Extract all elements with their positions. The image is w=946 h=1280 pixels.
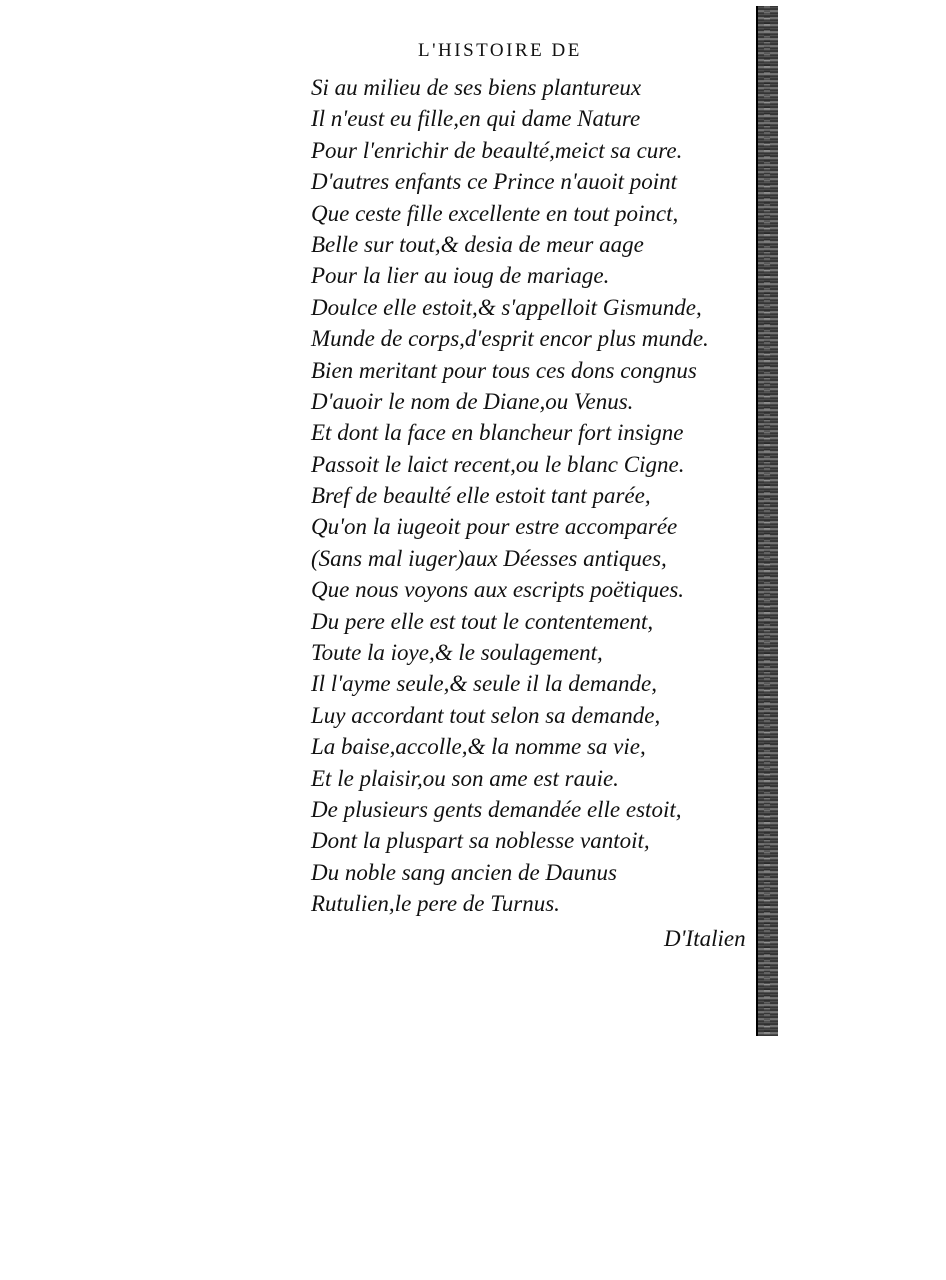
catchword: D'Italien: [664, 926, 746, 951]
verse-line: Qu'on la iugeoit pour estre accomparée: [311, 514, 678, 540]
verse-line: D'autres enfants ce Prince n'auoit point: [311, 169, 678, 195]
verse-line: Pour l'enrichir de beaulté,meict sa cure.: [311, 137, 683, 163]
verse-line: Belle sur tout,& desia de meur aage: [311, 231, 644, 257]
verse-line: (Sans mal iuger)aux Déesses antiques,: [311, 545, 667, 571]
verse-line: Du pere elle est tout le contentement,: [311, 608, 654, 634]
verse-line: Munde de corps,d'esprit encor plus munde.: [311, 326, 709, 352]
verse-line: Pour la lier au ioug de mariage.: [311, 263, 610, 289]
running-head: L'HISTOIRE DE: [418, 40, 582, 61]
verse-line: D'auoir le nom de Diane,ou Venus.: [311, 388, 634, 414]
verse-line: Si au milieu de ses biens plantureux: [311, 75, 642, 100]
verse-line: De plusieurs gents demandée elle estoit,: [311, 796, 682, 822]
verse-line: Bref de beaulté elle estoit tant parée,: [311, 483, 651, 509]
verse-line: Doulce elle estoit,& s'appelloit Gismunde,: [311, 294, 702, 320]
verse-line: Dont la pluspart sa noblesse vantoit,: [311, 828, 650, 854]
verse-line: Du noble sang ancien de Daunus: [311, 859, 617, 885]
verse-line: Toute la ioye,& le soulagement,: [311, 640, 603, 666]
verse-line: Bien meritant pour tous ces dons congnus: [311, 357, 697, 383]
verse-line: Et le plaisir,ou son ame est rauie.: [311, 765, 619, 791]
verse-line: Passoit le laict recent,ou le blanc Cigne.: [311, 451, 685, 477]
verse-line: Il n'eust eu fille,en qui dame Nature: [311, 106, 641, 132]
verse-line: La baise,accolle,& la nomme sa vie,: [311, 734, 646, 760]
verse-line: Rutulien,le pere de Turnus.: [311, 891, 560, 917]
verse-line: Et dont la face en blancheur fort insigne: [311, 420, 684, 446]
verse-line: Luy accordant tout selon sa demande,: [311, 702, 661, 728]
verse-line: Que ceste fille excellente en tout poinct,: [311, 200, 679, 226]
verse-line: Que nous voyons aux escripts poëtiques.: [311, 577, 685, 603]
page-edge-shadow: [756, 6, 778, 1036]
verse-block: [311, 72, 709, 920]
verse-line: Il l'ayme seule,& seule il la demande,: [311, 671, 657, 697]
